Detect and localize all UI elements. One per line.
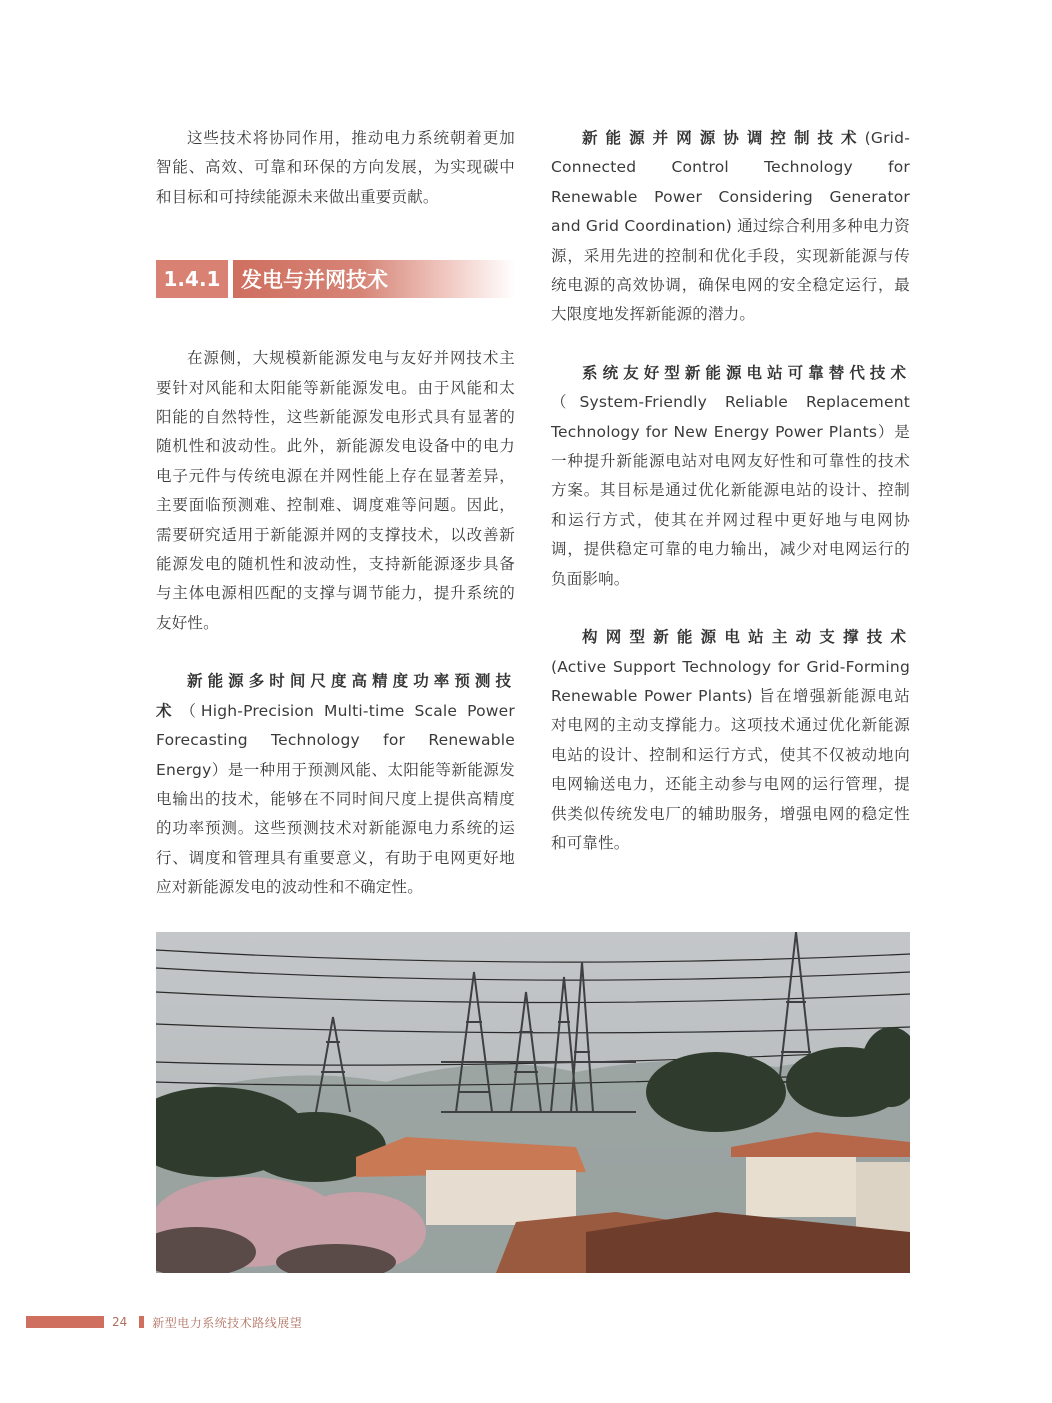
left-column [156,124,515,903]
forecast-paragraph [156,667,515,902]
forecast-term: 新能源多时间尺度高精度功率预测技术 [156,672,515,720]
footer-marker [139,1316,144,1328]
section-heading [156,260,515,298]
grid-coordination-term: 新能源并网源协调控制技术 [582,129,865,147]
footer-accent-bar [26,1316,104,1328]
substation-photo-illustration [156,932,910,1273]
page-number: 24 [112,1315,128,1329]
grid-forming-body: (Active Support Technology for Grid-Forming Renewable Power Plants) 旨在增强新能源电站对电网的主动支撑能力。这项技术通过优化新能源电站的设计、控制和运行方式，使其不仅被动地向电网输送电力，还能主动参与电网的运行管理，提供类似传统发电厂的辅助服务，增强电网的稳定性和可靠性。 [551,657,910,852]
system-friendly-term: 系统友好型新能源电站可靠替代技术 [582,363,910,382]
grid-coordination-body: (Grid-Connected Control Technology for Renewable Power Considering Generator and Grid Coordination) 通过综合利用多种电力资源，采用先进的控制和优化手段，实现新能源与传统电源的高效协调，确保电网的安全稳定运行，最大限度地发挥新能源的潜力。 [551,129,910,324]
source-side-paragraph: 在源侧，大规模新能源发电与友好并网技术主要针对风能和太阳能等新能源发电。由于风能和太阳能的自然特性，这些新能源发电形式具有显著的随机性和波动性。此外，新能源发电设备中的电力电子元件与传统电源在并网性能上存在显著差异，主要面临预测难、控制难、调度难等问题。因此，需要研究适用于新能源并网的支撑技术，以改善新能源发电的随机性和波动性，支持新能源逐步具备与主体电源相匹配的支撑与调节能力，提升系统的友好性。 [156,349,515,632]
system-friendly-paragraph [551,359,910,594]
section-number: 1.4.1 [156,260,228,298]
grid-forming-term: 构网型新能源电站主动支撑技术 [582,628,910,647]
section-title: 发电与并网技术 [233,260,515,298]
substation-photo [156,932,910,1273]
grid-forming-paragraph [551,623,910,858]
right-column [551,124,910,858]
intro-paragraph: 这些技术将协同作用，推动电力系统朝着更加智能、高效、可靠和环保的方向发展，为实现碳中和目标和可持续能源未来做出重要贡献。 [156,129,515,206]
forecast-body: （High-Precision Multi-time Scale Power Forecasting Technology for Renewable Energy）是一种用于预测风能、太阳能等新能源发电输出的技术，能够在不同时间尺度上提供高精度的功率预测。这些预测技术对新能源电力系统的运行、调度和管理具有重要意义，有助于电网更好地应对新能源发电的波动性和不确定性。 [156,701,515,897]
page-footer [26,1314,302,1330]
grid-coordination-paragraph [551,124,910,330]
publication-title: 新型电力系统技术路线展望 [152,1315,303,1330]
system-friendly-body: （System-Friendly Reliable Replacement Technology for New Energy Power Plants）是一种提升新能源电站对电网友好性和可靠性的技术方案。其目标是通过优化新能源电站的设计、控制和运行方式，使其在并网过程中更好地与电网协调，提供稳定可靠的电力输出，减少对电网运行的负面影响。 [551,393,910,588]
